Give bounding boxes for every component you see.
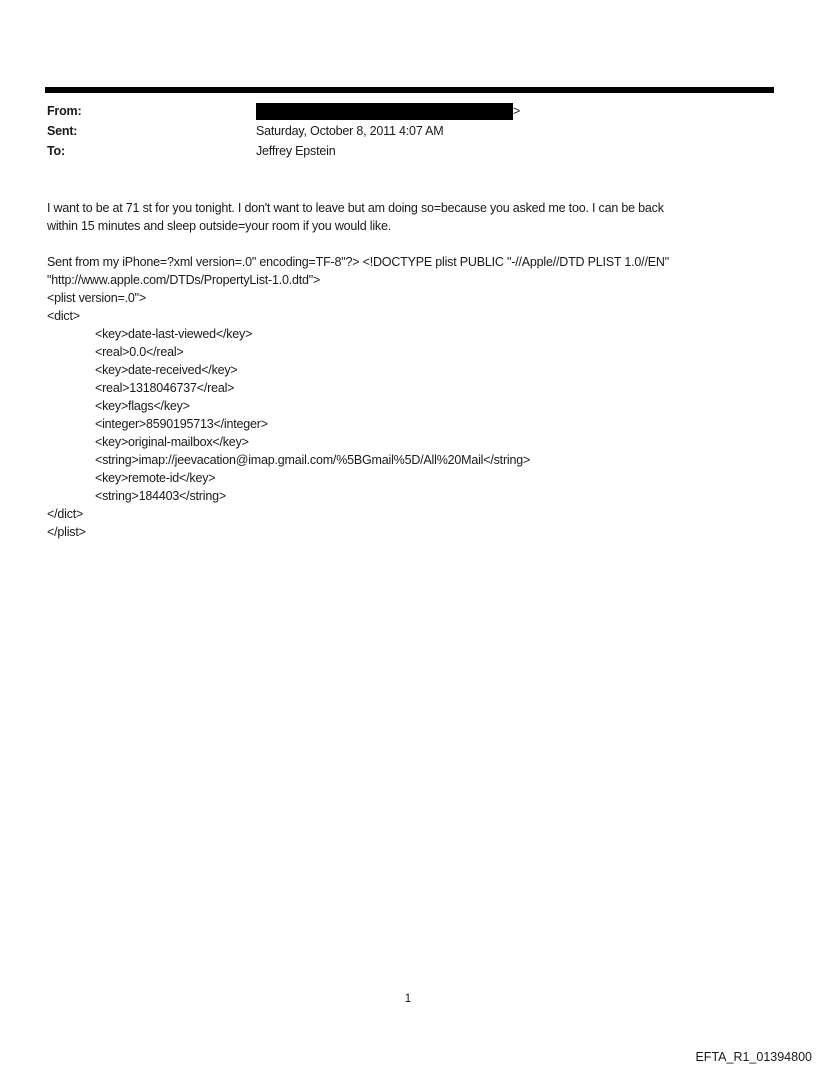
- header-row-from: [47, 101, 780, 121]
- body-line: <real>0.0</real>: [95, 345, 184, 359]
- body-line: </plist>: [47, 525, 86, 539]
- body-line: within 15 minutes and sleep outside=your room if you would like.: [47, 219, 391, 233]
- body-line: <integer>8590195713</integer>: [95, 417, 268, 431]
- body-line: <key>flags</key>: [95, 399, 190, 413]
- body-line: <key>original-mailbox</key>: [95, 435, 249, 449]
- body-line: <key>remote-id</key>: [95, 471, 216, 485]
- to-value: Jeffrey Epstein: [256, 144, 336, 158]
- body-line: <real>1318046737</real>: [95, 381, 235, 395]
- body-line: "http://www.apple.com/DTDs/PropertyList-1.0.dtd">: [47, 273, 321, 287]
- sent-value: Saturday, October 8, 2011 4:07 AM: [256, 124, 444, 138]
- bates-number: EFTA_R1_01394800: [695, 1050, 812, 1064]
- header-divider-bar: [45, 87, 774, 93]
- from-suffix: >: [513, 104, 521, 118]
- body-line: <string>imap://jeevacation@imap.gmail.com/%5BGmail%5D/All%20Mail</string>: [95, 453, 531, 467]
- to-label: To:: [47, 144, 65, 158]
- email-header: [47, 101, 780, 161]
- body-line: [47, 235, 780, 253]
- body-line: </dict>: [47, 507, 84, 521]
- sent-label: Sent:: [47, 124, 78, 138]
- header-row-to: [47, 141, 780, 161]
- body-line: I want to be at 71 st for you tonight. I don't want to leave but am doing so=because you asked me too. I can be back: [47, 201, 664, 215]
- body-line: Sent from my iPhone=?xml version=.0" encoding=TF-8"?> <!DOCTYPE plist PUBLIC "-//Apple//DTD PLIST 1.0//EN": [47, 255, 669, 269]
- body-line: <dict>: [47, 309, 80, 323]
- body-line: <key>date-last-viewed</key>: [95, 327, 253, 341]
- header-row-sent: [47, 121, 780, 141]
- email-body: [47, 199, 780, 541]
- redacted-sender-bar: [256, 103, 513, 120]
- body-line: <plist version=.0">: [47, 291, 146, 305]
- from-value: [256, 103, 520, 120]
- body-line: <string>184403</string>: [95, 489, 226, 503]
- body-line: <key>date-received</key>: [95, 363, 238, 377]
- page-number: 1: [404, 993, 412, 1005]
- from-label: From:: [47, 104, 82, 118]
